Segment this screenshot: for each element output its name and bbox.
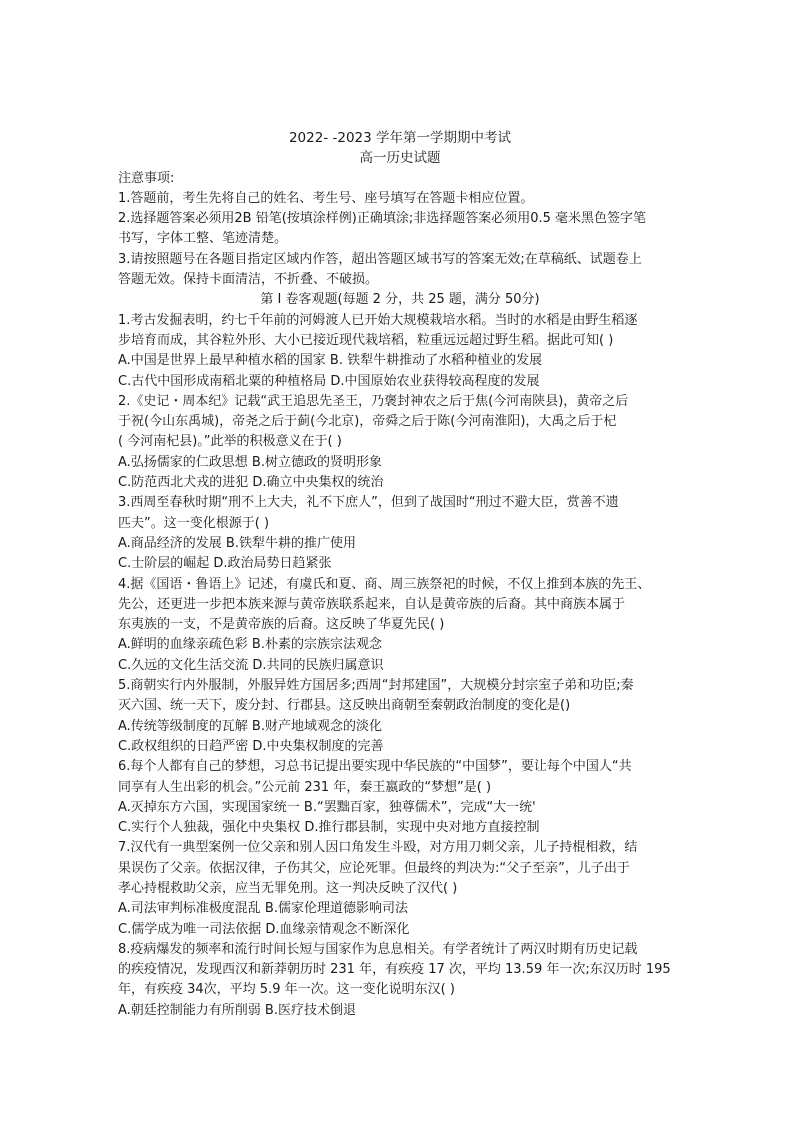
- note-line: 2.选择题答案必须用2B 铅笔(按填涂样例)正确填涂;非选择题答案必须用0.5 毫米黑色签字笔: [118, 211, 647, 227]
- question-line: 6.每个人都有自己的梦想，习总书记提出要实现中华民族的“中国梦”，要让每个中国人“共: [118, 759, 632, 775]
- option-line: C.防范西北犬戎的进犯 D.确立中央集权的统治: [118, 475, 384, 491]
- question-line: 匹夫”。这一变化根源于( ): [118, 515, 270, 531]
- option-line: C.久远的文化生活交流 D.共同的民族归属意识: [118, 657, 384, 673]
- question-line: 同享有人生出彩的机会。”公元前 231 年，秦王嬴政的“梦想”是( ): [118, 779, 492, 795]
- option-line: A.传统等级制度的瓦解 B.财产地域观念的淡化: [118, 718, 382, 734]
- option-line: C.古代中国形成南稻北粟的种植格局 D.中国原始农业获得较高程度的发展: [118, 373, 540, 389]
- option-line: C.政权组织的日趋严密 D.中央集权制度的完善: [118, 738, 384, 754]
- question-line: 灭六国、统一天下，废分封、行郡县。这反映出商朝至秦朝政治制度的变化是(): [118, 698, 571, 714]
- exam-title: 2022- -2023 学年第一学期期中考试: [288, 130, 512, 146]
- question-line: 步培育而成，其谷粒外形、大小已接近现代栽培稻，粒重远远超过野生稻。据此可知( ): [118, 332, 614, 348]
- question-line: ( 今河南杞县)。”此举的积极意义在于( ): [118, 434, 342, 450]
- option-line: A.司法审判标准极度混乱 B.儒家伦理道德影响司法: [118, 901, 408, 917]
- question-line: 5.商朝实行内外服制，外服异姓方国居多;西周“封邦建国”，大规模分封宗室子弟和功臣;秦: [118, 678, 634, 694]
- question-line: 2.《史记・周本纪》记载“武王追思先圣王，乃褒封神农之后于焦(今河南陕县)，黄帝之后: [118, 393, 629, 409]
- exam-page: [118, 128, 682, 1021]
- note-line: 3.请按照题号在各题目指定区域内作答，超出答题区域书写的答案无效;在草稿纸、试题卷上: [118, 251, 642, 267]
- question-line: 8.疫病爆发的频率和流行时间长短与国家作为息息相关。有学者统计了两汉时期有历史记载: [118, 941, 638, 957]
- question-line: 于祝(今山东禹城)，帝尧之后于蓟(今北京)，帝舜之后于陈(今河南淮阳)，大禹之后于杞: [118, 414, 617, 430]
- question-line: 东夷族的一支，不是黄帝族的后裔。这反映了华夏先民( ): [118, 617, 445, 633]
- option-line: A.商品经济的发展 B.铁犁牛耕的推广使用: [118, 535, 356, 551]
- option-line: C.实行个人独裁，强化中央集权 D.推行郡县制，实现中央对地方直接控制: [118, 820, 540, 836]
- option-line: A.朝廷控制能力有所削弱 B.医疗技术倒退: [118, 1002, 356, 1018]
- option-line: C.士阶层的崛起 D.政治局势日趋紧张: [118, 556, 332, 572]
- notes-heading: 注意事项:: [118, 170, 175, 186]
- note-line: 书写，字体工整、笔迹清楚。: [118, 231, 288, 247]
- question-line: 4.据《国语・鲁语上》记述，有虞氏和夏、商、周三族祭祀的时候，不仅上推到本族的先王、: [118, 576, 651, 592]
- question-line: 年，有疾疫 34次，平均 5.9 年一次。这一变化说明东汉( ): [118, 982, 455, 998]
- option-line: C.儒学成为唯一司法依据 D.血缘亲情观念不断深化: [118, 921, 410, 937]
- question-line: 先公，还更进一步把本族来源与黄帝族联系起来，自认是黄帝族的后裔。其中商族本属于: [118, 596, 626, 612]
- note-line: 答题无效。保持卡面清洁，不折叠、不破损。: [118, 272, 379, 288]
- question-line: 果误伤了父亲。依据汉律，子伤其父，应论死罪。但最终的判决为:“父子至亲”，儿子出于: [118, 860, 630, 876]
- question-line: 1.考古发掘表明，约七千年前的河姆渡人已开始大规模栽培水稻。当时的水稻是由野生稻逐: [118, 312, 638, 328]
- question-line: 孝心持棍救助父亲，应当无罪免刑。这一判决反映了汉代( ): [118, 880, 458, 896]
- option-line: A.中国是世界上最早种植水稻的国家 B. 铁犁牛耕推动了水稻种植业的发展: [118, 353, 543, 369]
- note-line: 1.答题前，考生先将自己的姓名、考生号、座号填写在答题卡相应位置。: [118, 190, 534, 206]
- question-line: 7.汉代有一典型案例一位父亲和别人因口角发生斗殴，对方用刀刺父亲，儿子持棍相救，结: [118, 840, 638, 856]
- option-line: A.鲜明的血缘亲疏色彩 B.朴素的宗族宗法观念: [118, 637, 382, 653]
- option-line: A.弘扬儒家的仁政思想 B.树立德政的贤明形象: [118, 454, 382, 470]
- exam-subtitle: 高一历史试题: [359, 150, 441, 167]
- question-line: 3.西周至春秋时期“刑不上大夫，礼不下庶人”，但到了战国时“刑过不避大臣，赏善不遗: [118, 495, 619, 511]
- section-title: 第 I 卷客观题(每题 2 分，共 25 题，满分 50分): [260, 292, 540, 308]
- option-line: A.灭掉东方六国，实现国家统一 B.“罢黜百家，独尊儒术”，完成“大一统': [118, 799, 536, 815]
- question-line: 的疾疫情况，发现西汉和新莽朝历时 231 年，有疾疫 17 次，平均 13.59 年一次;东汉历时 195: [118, 962, 671, 978]
